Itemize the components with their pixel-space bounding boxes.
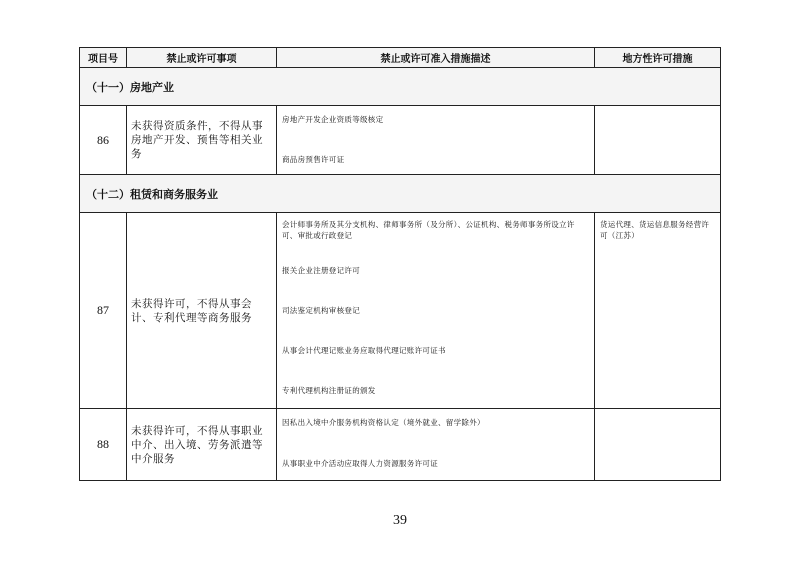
row-id: 88 — [80, 409, 127, 481]
table-row — [80, 213, 721, 409]
measure-line: 从事会计代理记账业务应取得代理记账许可证书 — [282, 346, 446, 355]
table-row — [80, 409, 721, 481]
row-id: 86 — [80, 106, 127, 175]
section-row — [80, 68, 721, 106]
row-item: 未获得许可，不得从事会计、专利代理等商务服务 — [127, 213, 277, 409]
section-title: （十二）租赁和商务服务业 — [80, 175, 721, 213]
section-row — [80, 175, 721, 213]
header-item: 禁止或许可事项 — [127, 48, 277, 68]
row-local: 货运代理、货运信息服务经营许可（江苏） — [595, 213, 721, 409]
measure-line: 房地产开发企业资质等级核定 — [282, 115, 384, 124]
permit-table — [79, 47, 721, 481]
measure-line: 报关企业注册登记许可 — [282, 266, 360, 275]
section-title: （十一）房地产业 — [80, 68, 721, 106]
row-measures — [277, 213, 595, 409]
measure-line: 司法鉴定机构审核登记 — [282, 306, 360, 315]
row-item: 未获得许可，不得从事职业中介、出入境、劳务派遣等中介服务 — [127, 409, 277, 481]
measure-line: 因私出入境中介服务机构资格认定（境外就业、留学除外） — [282, 418, 485, 427]
row-local — [595, 106, 721, 175]
row-id: 87 — [80, 213, 127, 409]
row-measures — [277, 106, 595, 175]
header-measure: 禁止或许可准入措施描述 — [277, 48, 595, 68]
row-local — [595, 409, 721, 481]
row-item: 未获得资质条件，不得从事房地产开发、预售等相关业务 — [127, 106, 277, 175]
row-measures — [277, 409, 595, 481]
page-number: 39 — [393, 513, 407, 528]
header-row — [80, 48, 721, 68]
measure-line: 从事职业中介活动应取得人力资源服务许可证 — [282, 459, 438, 468]
table-row — [80, 106, 721, 175]
measure-line: 商品房预售许可证 — [282, 155, 345, 164]
header-local: 地方性许可措施 — [595, 48, 721, 68]
header-item-no: 项目号 — [80, 48, 127, 68]
measure-line: 会计师事务所及其分支机构、律师事务所（及分所）、公证机构、税务师事务所设立许可、审批或行政登记 — [282, 220, 575, 240]
measure-line: 专利代理机构注册证的颁发 — [282, 386, 376, 395]
